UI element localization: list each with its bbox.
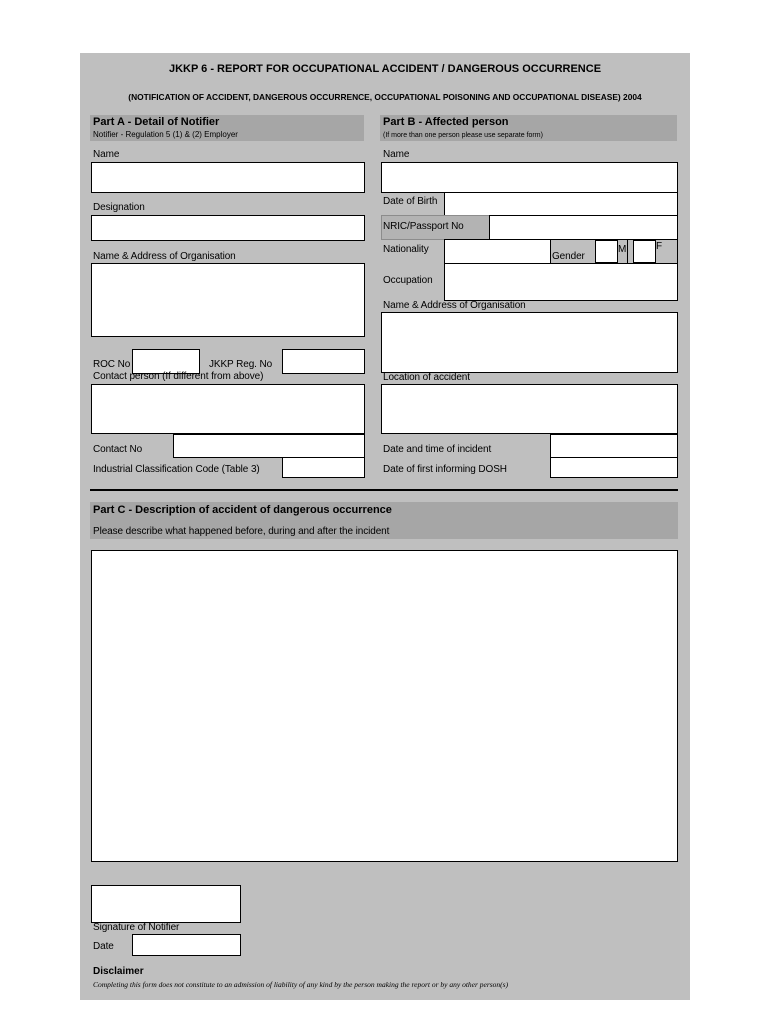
contact-no-input[interactable] (173, 434, 365, 458)
occupation-label: Occupation (383, 275, 433, 286)
industrial-code-input[interactable] (282, 457, 365, 478)
affected-org-address-label: Name & Address of Organisation (383, 300, 526, 311)
gender-divider (627, 240, 628, 263)
jkkp-reg-no-input[interactable] (282, 349, 365, 374)
form-title: JKKP 6 - REPORT FOR OCCUPATIONAL ACCIDENT / DANGEROUS OCCURRENCE (168, 63, 602, 75)
designation-input[interactable] (91, 215, 365, 241)
nationality-label: Nationality (383, 244, 429, 255)
incident-datetime-label: Date and time of incident (383, 444, 492, 455)
first-informing-input[interactable] (550, 457, 678, 478)
part-c-header (90, 502, 678, 539)
affected-name-input[interactable] (381, 162, 678, 193)
first-informing-label: Date of first informing DOSH (383, 464, 507, 475)
notifier-org-address-label: Name & Address of Organisation (93, 251, 236, 262)
description-textarea[interactable] (91, 550, 678, 862)
nationality-input[interactable] (444, 239, 551, 264)
contact-no-label: Contact No (93, 444, 143, 455)
gender-label: Gender (552, 251, 585, 262)
signature-box[interactable] (91, 885, 241, 923)
jkkp-reg-no-label: JKKP Reg. No (209, 359, 273, 370)
disclaimer-heading: Disclaimer (93, 966, 144, 977)
nric-label: NRIC/Passport No (383, 221, 464, 232)
location-label: Location of accident (383, 372, 470, 383)
date-label: Date (93, 941, 114, 952)
dob-input[interactable] (444, 192, 678, 216)
gender-m-checkbox[interactable] (595, 240, 618, 263)
roc-no-label: ROC No (93, 359, 131, 370)
gender-row-right-border (677, 239, 678, 264)
contact-person-label: Contact person (If different from above) (93, 371, 264, 382)
industrial-code-label: Industrial Classification Code (Table 3) (93, 464, 260, 475)
affected-name-label: Name (383, 149, 410, 160)
signature-label: Signature of Notifier (93, 922, 180, 933)
part-a-header (90, 115, 364, 141)
nric-label-cell (381, 215, 490, 240)
part-c-heading: Part C - Description of accident of dangerous occurrence (93, 504, 392, 516)
notifier-org-address-textarea[interactable] (91, 263, 365, 337)
designation-label: Designation (93, 202, 145, 213)
gender-f-label: F (656, 241, 663, 252)
part-c-instruction: Please describe what happened before, during and after the incident (93, 526, 390, 537)
section-divider (90, 489, 678, 491)
disclaimer-text: Completing this form does not constitute to an admission of liability of any kind by the person making the report or by any other person(s) (93, 980, 509, 989)
part-a-subheading: Notifier - Regulation 5 (1) & (2) Employer (93, 130, 238, 139)
form-panel (80, 53, 690, 1000)
signature-date-input[interactable] (132, 934, 241, 956)
part-b-subheading: (If more than one person please use separate form) (383, 132, 543, 139)
part-b-header (380, 115, 677, 141)
part-a-heading: Part A - Detail of Notifier (93, 116, 220, 128)
dob-label: Date of Birth (383, 196, 438, 207)
nric-input[interactable] (489, 215, 678, 240)
form-subtitle: (NOTIFICATION OF ACCIDENT, DANGEROUS OCCURRENCE, OCCUPATIONAL POISONING AND OCCUPATIONAL DISEASE) 2004 (128, 92, 642, 102)
incident-datetime-input[interactable] (550, 434, 678, 458)
contact-person-textarea[interactable] (91, 384, 365, 434)
notifier-name-label: Name (93, 149, 120, 160)
location-textarea[interactable] (381, 384, 678, 434)
gender-f-checkbox[interactable] (633, 240, 656, 263)
gender-m-label: M (618, 244, 627, 255)
part-b-heading: Part B - Affected person (383, 116, 509, 128)
notifier-name-input[interactable] (91, 162, 365, 193)
affected-org-address-textarea[interactable] (381, 312, 678, 373)
occupation-input[interactable] (444, 263, 678, 301)
